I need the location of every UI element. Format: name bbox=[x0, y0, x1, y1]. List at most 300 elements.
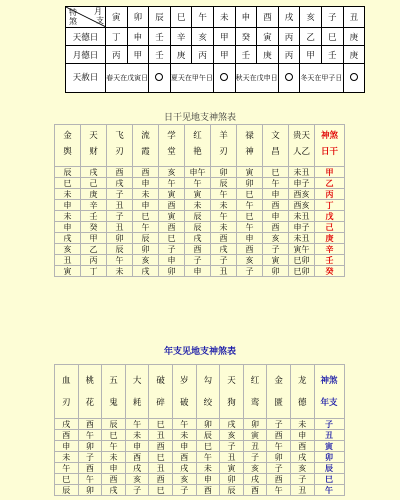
side-label: 丁 bbox=[315, 200, 345, 211]
table-cell: 申 bbox=[127, 28, 149, 46]
table-cell: 酉 bbox=[267, 474, 291, 485]
month-cell: 辰 bbox=[149, 7, 171, 28]
month-cell: 戌 bbox=[278, 7, 300, 28]
table-cell: 辰 bbox=[185, 222, 211, 233]
season-cell: 夏天在甲午日 bbox=[170, 64, 213, 93]
header-text: 大 bbox=[132, 376, 142, 386]
table-cell: 辰 bbox=[196, 430, 220, 441]
table-cell: 卯 bbox=[267, 452, 291, 463]
table-cell: 癸 bbox=[235, 28, 257, 46]
header-text: 德 bbox=[297, 398, 307, 408]
table-cell: 丁 bbox=[106, 28, 128, 46]
table-row bbox=[55, 244, 345, 255]
table-cell: 辛 bbox=[170, 28, 192, 46]
month-cell: 卯 bbox=[127, 7, 149, 28]
header-text: 天 bbox=[89, 131, 98, 141]
month-header-row bbox=[66, 7, 365, 28]
table-row bbox=[55, 485, 345, 496]
header-row bbox=[55, 125, 345, 167]
month-cell: 酉 bbox=[257, 7, 279, 28]
table2-title: 日干见地支神煞表 bbox=[163, 113, 236, 123]
table-cell: 申 bbox=[263, 211, 289, 222]
circle-mark bbox=[285, 73, 293, 81]
table-cell: 申午 bbox=[185, 167, 211, 178]
table-cell: 丑 bbox=[290, 485, 314, 496]
table-cell: 申 bbox=[159, 255, 185, 266]
table-cell: 乙 bbox=[300, 28, 322, 46]
tianshe-row bbox=[66, 64, 365, 93]
table-cell: 辰 bbox=[107, 244, 133, 255]
table-cell: 亥 bbox=[220, 430, 244, 441]
side-label: 己 bbox=[315, 222, 345, 233]
table-cell: 午 bbox=[55, 463, 79, 474]
table-cell: 午 bbox=[185, 178, 211, 189]
table-cell: 申 bbox=[133, 178, 159, 189]
column-header bbox=[55, 365, 79, 419]
corner-label: 煞 bbox=[69, 17, 77, 26]
table-cell: 寅 bbox=[220, 463, 244, 474]
circle-mark bbox=[350, 73, 358, 81]
table-cell: 己 bbox=[81, 178, 107, 189]
table-cell: 子 bbox=[172, 485, 196, 496]
header-text: 红 bbox=[250, 376, 260, 386]
table-cell: 丁 bbox=[81, 266, 107, 277]
table-cell: 申 bbox=[196, 474, 220, 485]
side-header bbox=[315, 125, 345, 167]
header-text: 飞 bbox=[115, 131, 124, 141]
table-cell: 亥 bbox=[290, 463, 314, 474]
table-cell: 寅 bbox=[257, 28, 279, 46]
header-text: 匮 bbox=[274, 398, 283, 408]
table-cell: 申 bbox=[290, 430, 314, 441]
header-text: 财 bbox=[89, 147, 98, 157]
month-cell: 丑 bbox=[343, 7, 365, 28]
table-cell: 丙 bbox=[106, 46, 128, 64]
header-text: 刃 bbox=[115, 147, 124, 157]
table-cell: 壬 bbox=[81, 211, 107, 222]
table-cell: 寅 bbox=[237, 167, 263, 178]
table-cell: 酉 bbox=[290, 441, 314, 452]
table-cell: 巳 bbox=[149, 419, 173, 430]
table-cell: 酉 bbox=[211, 233, 237, 244]
table-cell: 子 bbox=[107, 189, 133, 200]
column-header bbox=[172, 365, 196, 419]
table-cell: 寅 bbox=[243, 430, 267, 441]
table-cell: 巳 bbox=[102, 430, 126, 441]
table-cell: 子 bbox=[107, 211, 133, 222]
month-cell: 午 bbox=[192, 7, 214, 28]
column-header bbox=[237, 125, 263, 167]
table-row bbox=[55, 200, 345, 211]
header-text: 艳 bbox=[193, 147, 202, 157]
table-cell: 寅 bbox=[159, 211, 185, 222]
header-text: 堂 bbox=[167, 147, 176, 157]
table-cell: 未 bbox=[211, 200, 237, 211]
side-header-text: 神煞 bbox=[320, 376, 338, 386]
table-cell: 卯 bbox=[107, 233, 133, 244]
table-cell: 巳卯 bbox=[289, 266, 315, 277]
column-header bbox=[243, 365, 267, 419]
table-cell: 子 bbox=[267, 419, 291, 430]
column-header bbox=[211, 125, 237, 167]
table-cell: 戌 bbox=[125, 463, 149, 474]
table-cell: 申 bbox=[125, 441, 149, 452]
tiande-row bbox=[66, 28, 365, 46]
table-cell: 寅午 bbox=[289, 244, 315, 255]
table-cell: 甲 bbox=[300, 46, 322, 64]
table-row bbox=[55, 430, 345, 441]
header-text: 碎 bbox=[156, 398, 165, 408]
table-cell: 酉 bbox=[78, 419, 102, 430]
header-text: 文 bbox=[271, 131, 280, 141]
side-label: 子 bbox=[314, 419, 344, 430]
header-text: 金 bbox=[63, 131, 72, 141]
month-cell: 申 bbox=[235, 7, 257, 28]
table-row bbox=[55, 441, 345, 452]
table-cell: 子 bbox=[267, 463, 291, 474]
table-cell: 申 bbox=[55, 200, 81, 211]
header-text: 血 bbox=[62, 376, 71, 386]
header-text: 流 bbox=[141, 131, 150, 141]
table-cell: 戌 bbox=[185, 233, 211, 244]
column-header bbox=[55, 125, 81, 167]
month-cell: 亥 bbox=[300, 7, 322, 28]
side-label: 午 bbox=[314, 485, 344, 496]
table-cell: 未 bbox=[196, 463, 220, 474]
header-text: 鬼 bbox=[109, 398, 118, 408]
table-cell: 丑 bbox=[107, 222, 133, 233]
table-cell: 子 bbox=[211, 255, 237, 266]
table-cell: 丑 bbox=[149, 430, 173, 441]
side-label: 丙 bbox=[315, 189, 345, 200]
header-text: 破 bbox=[180, 398, 189, 408]
corner-label: 月 bbox=[94, 7, 102, 16]
header-text: 耗 bbox=[132, 398, 142, 408]
header-text: 天 bbox=[227, 376, 236, 386]
table-row bbox=[55, 211, 345, 222]
header-text: 五 bbox=[109, 376, 118, 386]
table-cell: 戌 bbox=[172, 463, 196, 474]
table-cell: 未 bbox=[55, 452, 79, 463]
table-cell: 卯 bbox=[196, 419, 220, 430]
table-cell: 申 bbox=[55, 441, 79, 452]
row-label: 月德日 bbox=[66, 46, 106, 64]
table-cell: 酉 bbox=[159, 222, 185, 233]
side-label: 甲 bbox=[315, 167, 345, 178]
table-cell: 酉亥 bbox=[289, 200, 315, 211]
table-cell: 巳 bbox=[133, 211, 159, 222]
table-cell: 丙 bbox=[278, 28, 300, 46]
table-cell: 辛 bbox=[81, 200, 107, 211]
table-cell: 辰 bbox=[185, 211, 211, 222]
table-cell: 子 bbox=[185, 255, 211, 266]
side-label: 乙 bbox=[315, 178, 345, 189]
column-header bbox=[81, 125, 107, 167]
table-row bbox=[55, 474, 345, 485]
header-text: 金 bbox=[274, 376, 283, 386]
circle-cell bbox=[149, 64, 171, 93]
table-cell: 子 bbox=[125, 485, 149, 496]
month-cell: 子 bbox=[321, 7, 343, 28]
table-cell: 丑 bbox=[149, 463, 173, 474]
table-cell: 寅 bbox=[55, 266, 81, 277]
year-branch-table bbox=[54, 364, 345, 496]
table-cell: 酉 bbox=[149, 441, 173, 452]
table-cell: 申 bbox=[237, 233, 263, 244]
table-cell: 未 bbox=[55, 189, 81, 200]
yuede-row bbox=[66, 46, 365, 64]
table-cell: 申子 bbox=[289, 178, 315, 189]
table-cell: 酉 bbox=[159, 200, 185, 211]
table-cell: 午 bbox=[159, 178, 185, 189]
header-text: 红 bbox=[193, 131, 202, 141]
table-cell: 午 bbox=[237, 222, 263, 233]
table-cell: 庚 bbox=[170, 46, 192, 64]
table-cell: 酉 bbox=[149, 474, 173, 485]
table-cell: 未 bbox=[133, 189, 159, 200]
table-cell: 戌 bbox=[243, 474, 267, 485]
side-label: 寅 bbox=[314, 441, 344, 452]
header-text: 刃 bbox=[62, 398, 71, 408]
table-cell: 戌 bbox=[220, 419, 244, 430]
table-cell: 壬 bbox=[321, 46, 343, 64]
table-cell: 未 bbox=[107, 266, 133, 277]
table-cell: 壬 bbox=[149, 46, 171, 64]
table-cell: 戌 bbox=[81, 167, 107, 178]
table-cell: 卯 bbox=[237, 178, 263, 189]
table-row bbox=[55, 452, 345, 463]
column-header bbox=[263, 125, 289, 167]
table-cell: 午 bbox=[267, 441, 291, 452]
table-cell: 亥 bbox=[159, 167, 185, 178]
table-cell: 庚 bbox=[343, 46, 365, 64]
table-cell: 卯 bbox=[159, 266, 185, 277]
table-cell: 子 bbox=[243, 452, 267, 463]
table-cell: 酉 bbox=[243, 485, 267, 496]
table-cell: 午 bbox=[107, 255, 133, 266]
corner-label: 支 bbox=[96, 16, 104, 25]
table-cell: 巳 bbox=[149, 452, 173, 463]
table-cell: 戌 bbox=[107, 178, 133, 189]
table-cell: 丙 bbox=[81, 255, 107, 266]
side-label: 巳 bbox=[314, 474, 344, 485]
table-cell: 甲 bbox=[213, 28, 235, 46]
table-cell: 酉 bbox=[107, 167, 133, 178]
table-row bbox=[55, 255, 345, 266]
table-cell: 卯 bbox=[211, 167, 237, 178]
table-cell: 巳 bbox=[55, 474, 79, 485]
table-cell: 寅 bbox=[185, 189, 211, 200]
table-cell: 巳 bbox=[55, 178, 81, 189]
corner-label: 特 bbox=[69, 8, 77, 17]
table-cell: 戌 bbox=[133, 266, 159, 277]
table-cell: 戌 bbox=[290, 452, 314, 463]
table-cell: 子 bbox=[263, 244, 289, 255]
circle-cell bbox=[213, 64, 235, 93]
column-header bbox=[267, 365, 291, 419]
table-cell: 丙 bbox=[278, 46, 300, 64]
header-row bbox=[55, 365, 345, 419]
table-cell: 午 bbox=[133, 222, 159, 233]
table-cell: 申 bbox=[55, 222, 81, 233]
table-cell: 丑 bbox=[107, 200, 133, 211]
table-cell: 巳 bbox=[237, 211, 263, 222]
table-cell: 丑 bbox=[211, 266, 237, 277]
season-cell: 冬天在甲子日 bbox=[300, 64, 343, 93]
table-cell: 申 bbox=[102, 463, 126, 474]
column-header bbox=[220, 365, 244, 419]
table-row bbox=[55, 167, 345, 178]
table-cell: 卯 bbox=[133, 244, 159, 255]
table-cell: 未 bbox=[211, 222, 237, 233]
side-label: 辛 bbox=[315, 244, 345, 255]
circle-mark bbox=[220, 73, 228, 81]
table-cell: 寅 bbox=[159, 189, 185, 200]
table-cell: 子 bbox=[237, 266, 263, 277]
table-cell: 亥 bbox=[55, 244, 81, 255]
circle-mark bbox=[155, 73, 163, 81]
side-label: 辰 bbox=[314, 463, 344, 474]
table-cell: 亥 bbox=[133, 255, 159, 266]
table-cell: 卯 bbox=[263, 266, 289, 277]
table-cell: 亥 bbox=[243, 463, 267, 474]
side-label: 癸 bbox=[315, 266, 345, 277]
table-cell: 庚 bbox=[343, 28, 365, 46]
day-stem-table bbox=[54, 124, 345, 277]
header-text: 舆 bbox=[63, 147, 72, 157]
table-cell: 酉 bbox=[78, 463, 102, 474]
table-cell: 辰 bbox=[211, 178, 237, 189]
column-header bbox=[196, 365, 220, 419]
table-cell: 未 bbox=[102, 452, 126, 463]
table-cell: 酉 bbox=[102, 474, 126, 485]
side-header-text: 神煞 bbox=[320, 131, 338, 141]
table-cell: 午 bbox=[102, 441, 126, 452]
table-cell: 丑 bbox=[55, 255, 81, 266]
table-row bbox=[55, 419, 345, 430]
header-text: 绞 bbox=[203, 398, 213, 408]
header-text: 破 bbox=[156, 376, 165, 386]
table-row bbox=[55, 266, 345, 277]
table-cell: 子 bbox=[78, 452, 102, 463]
table-cell: 卯 bbox=[220, 474, 244, 485]
table-cell: 子 bbox=[159, 244, 185, 255]
column-header bbox=[159, 125, 185, 167]
table-cell: 午 bbox=[263, 178, 289, 189]
table-cell: 壬 bbox=[235, 46, 257, 64]
side-label: 卯 bbox=[314, 452, 344, 463]
table-cell: 酉 bbox=[196, 485, 220, 496]
table-cell: 午 bbox=[237, 200, 263, 211]
circle-cell bbox=[278, 64, 300, 93]
table-cell: 酉 bbox=[263, 222, 289, 233]
row-label: 天德日 bbox=[66, 28, 106, 46]
table-cell: 午 bbox=[211, 211, 237, 222]
table-cell: 戌 bbox=[55, 419, 79, 430]
side-label: 庚 bbox=[315, 233, 345, 244]
table-cell: 戌 bbox=[102, 485, 126, 496]
table-cell: 午 bbox=[78, 430, 102, 441]
table-cell: 卯 bbox=[78, 441, 102, 452]
header-text: 桃 bbox=[85, 376, 95, 386]
table-cell: 未 bbox=[172, 430, 196, 441]
table-cell: 酉 bbox=[55, 430, 79, 441]
month-cell: 巳 bbox=[170, 7, 192, 28]
table-cell: 申 bbox=[263, 189, 289, 200]
table-cell: 酉 bbox=[172, 452, 196, 463]
side-label: 丑 bbox=[314, 430, 344, 441]
header-text: 鸾 bbox=[250, 398, 260, 408]
column-header bbox=[185, 125, 211, 167]
table-cell: 酉 bbox=[185, 244, 211, 255]
table-cell: 未 bbox=[185, 200, 211, 211]
table-cell: 亥 bbox=[237, 255, 263, 266]
table-cell: 辰 bbox=[55, 167, 81, 178]
table-cell: 酉 bbox=[125, 452, 149, 463]
table-cell: 未 bbox=[125, 430, 149, 441]
table-cell: 午 bbox=[125, 419, 149, 430]
table-cell: 申 bbox=[185, 266, 211, 277]
header-text: 学 bbox=[167, 131, 176, 141]
table-cell: 乙 bbox=[81, 244, 107, 255]
table-row bbox=[55, 178, 345, 189]
column-header bbox=[290, 365, 314, 419]
header-text: 龙 bbox=[297, 376, 307, 386]
table-cell: 寅 bbox=[263, 255, 289, 266]
table-cell: 午 bbox=[211, 189, 237, 200]
table-row bbox=[55, 222, 345, 233]
corner-cell bbox=[66, 7, 106, 28]
header-text: 勾 bbox=[203, 376, 213, 386]
season-cell: 春天在戊寅日 bbox=[106, 64, 149, 93]
table-cell: 丑 bbox=[220, 452, 244, 463]
table-cell: 甲 bbox=[81, 233, 107, 244]
table-cell: 酉 bbox=[133, 167, 159, 178]
table-cell: 子 bbox=[290, 474, 314, 485]
table-cell: 未 bbox=[55, 211, 81, 222]
header-text: 刃 bbox=[219, 147, 228, 157]
season-cell: 秋天在戊申日 bbox=[235, 64, 278, 93]
side-label: 戊 bbox=[315, 211, 345, 222]
header-text: 神 bbox=[245, 147, 254, 157]
table-cell: 未丑 bbox=[289, 233, 315, 244]
table-cell: 午 bbox=[172, 419, 196, 430]
table-cell: 申 bbox=[133, 200, 159, 211]
table-cell: 申 bbox=[172, 441, 196, 452]
side-header-text: 年支 bbox=[320, 398, 338, 408]
table-cell: 巳 bbox=[149, 485, 173, 496]
table-cell: 子 bbox=[220, 441, 244, 452]
month-cell: 未 bbox=[213, 7, 235, 28]
table-cell: 巳 bbox=[159, 233, 185, 244]
header-text: 羊 bbox=[219, 131, 228, 141]
table-cell: 壬 bbox=[149, 28, 171, 46]
table-cell: 巳卯 bbox=[289, 255, 315, 266]
table-cell: 庚 bbox=[81, 189, 107, 200]
table-cell: 酉 bbox=[263, 200, 289, 211]
table-cell: 辰 bbox=[133, 233, 159, 244]
table-cell: 未丑 bbox=[289, 167, 315, 178]
table3-title: 年支见地支神煞表 bbox=[163, 347, 236, 357]
side-header bbox=[314, 365, 344, 419]
header-text: 贵天 bbox=[292, 131, 310, 141]
table-cell: 癸 bbox=[81, 222, 107, 233]
top-special-days-table bbox=[65, 6, 365, 93]
header-text: 花 bbox=[85, 398, 95, 408]
table-cell: 巳 bbox=[321, 28, 343, 46]
table-cell: 卯 bbox=[78, 485, 102, 496]
table-cell: 辰 bbox=[55, 485, 79, 496]
